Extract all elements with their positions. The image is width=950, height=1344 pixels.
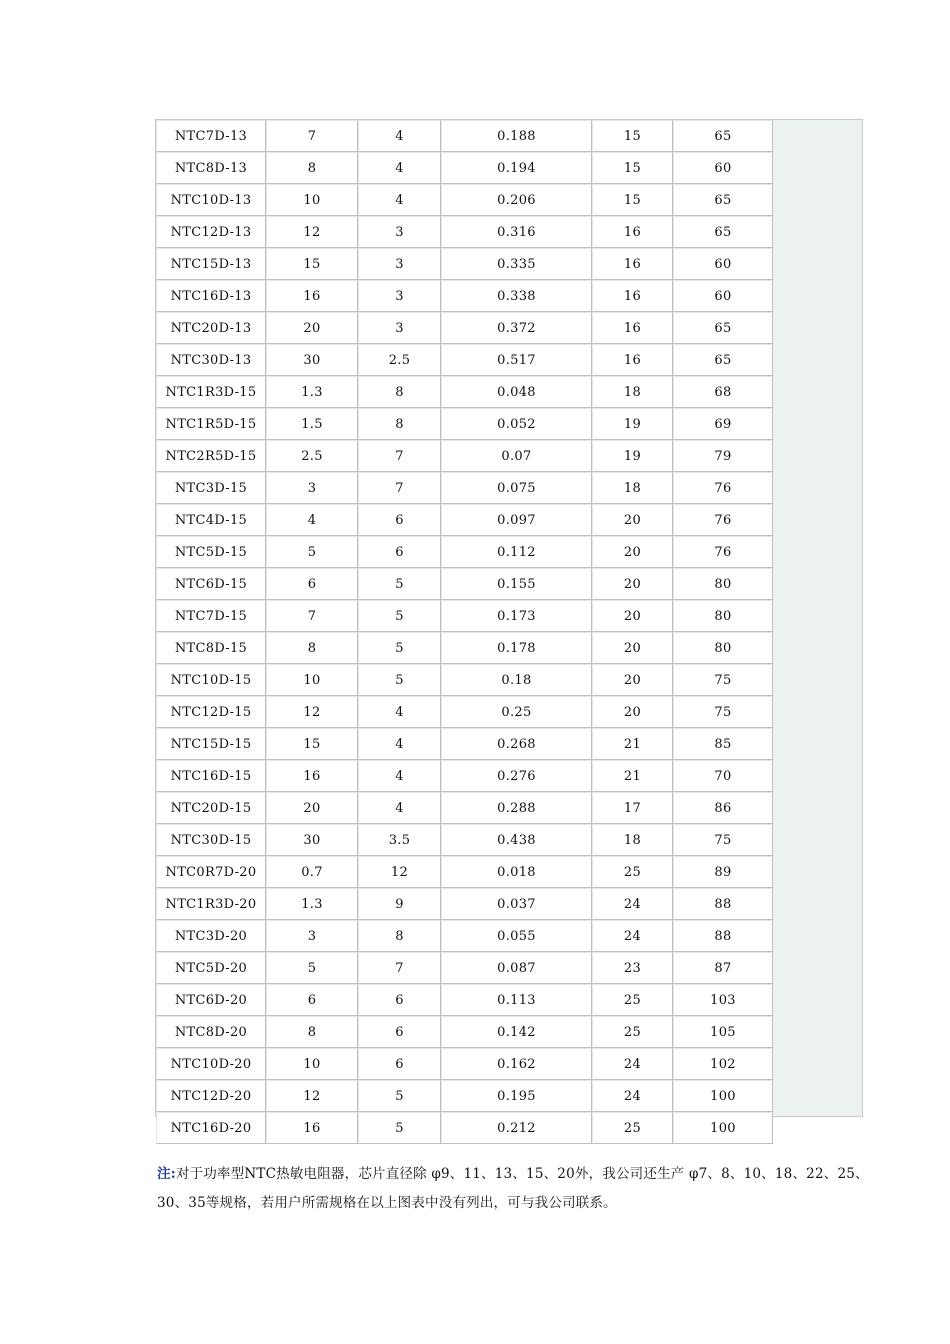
value-cell: 70 bbox=[673, 760, 773, 792]
model-cell: NTC20D-13 bbox=[156, 312, 266, 344]
table-row bbox=[156, 760, 773, 792]
value-cell: 0.097 bbox=[441, 504, 592, 536]
value-cell: 6 bbox=[358, 1048, 441, 1080]
table-row bbox=[156, 408, 773, 440]
value-cell: 0.155 bbox=[441, 568, 592, 600]
value-cell: 8 bbox=[358, 920, 441, 952]
value-cell: 16 bbox=[592, 312, 673, 344]
value-cell: 76 bbox=[673, 504, 773, 536]
value-cell: 20 bbox=[266, 312, 358, 344]
value-cell: 0.113 bbox=[441, 984, 592, 1016]
value-cell: 80 bbox=[673, 632, 773, 664]
value-cell: 20 bbox=[592, 568, 673, 600]
value-cell: 102 bbox=[673, 1048, 773, 1080]
value-cell: 80 bbox=[673, 568, 773, 600]
value-cell: 15 bbox=[592, 152, 673, 184]
model-cell: NTC5D-20 bbox=[156, 952, 266, 984]
value-cell: 0.142 bbox=[441, 1016, 592, 1048]
table-row bbox=[156, 216, 773, 248]
value-cell: 23 bbox=[592, 952, 673, 984]
value-cell: 3.5 bbox=[358, 824, 441, 856]
value-cell: 0.7 bbox=[266, 856, 358, 888]
value-cell: 3 bbox=[358, 280, 441, 312]
model-cell: NTC5D-15 bbox=[156, 536, 266, 568]
table-row bbox=[156, 344, 773, 376]
model-cell: NTC16D-15 bbox=[156, 760, 266, 792]
value-cell: 0.517 bbox=[441, 344, 592, 376]
value-cell: 100 bbox=[673, 1080, 773, 1112]
value-cell: 5 bbox=[358, 1080, 441, 1112]
table-row bbox=[156, 856, 773, 888]
table-row bbox=[156, 120, 773, 152]
model-cell: NTC16D-20 bbox=[156, 1112, 266, 1144]
value-cell: 25 bbox=[592, 1112, 673, 1144]
value-cell: 10 bbox=[266, 664, 358, 696]
value-cell: 5 bbox=[358, 1112, 441, 1144]
value-cell: 0.112 bbox=[441, 536, 592, 568]
model-cell: NTC12D-13 bbox=[156, 216, 266, 248]
value-cell: 88 bbox=[673, 920, 773, 952]
value-cell: 24 bbox=[592, 1048, 673, 1080]
value-cell: 15 bbox=[592, 120, 673, 152]
value-cell: 18 bbox=[592, 824, 673, 856]
value-cell: 20 bbox=[592, 664, 673, 696]
value-cell: 12 bbox=[266, 1080, 358, 1112]
value-cell: 89 bbox=[673, 856, 773, 888]
table-row bbox=[156, 472, 773, 504]
value-cell: 0.288 bbox=[441, 792, 592, 824]
model-cell: NTC10D-15 bbox=[156, 664, 266, 696]
table-row bbox=[156, 1048, 773, 1080]
table-row bbox=[156, 952, 773, 984]
model-cell: NTC30D-13 bbox=[156, 344, 266, 376]
value-cell: 15 bbox=[266, 728, 358, 760]
value-cell: 5 bbox=[358, 568, 441, 600]
model-cell: NTC30D-15 bbox=[156, 824, 266, 856]
model-cell: NTC8D-15 bbox=[156, 632, 266, 664]
table-row bbox=[156, 536, 773, 568]
value-cell: 0.075 bbox=[441, 472, 592, 504]
value-cell: 7 bbox=[358, 472, 441, 504]
value-cell: 1.3 bbox=[266, 888, 358, 920]
value-cell: 60 bbox=[673, 280, 773, 312]
value-cell: 8 bbox=[358, 408, 441, 440]
model-cell: NTC7D-13 bbox=[156, 120, 266, 152]
value-cell: 0.268 bbox=[441, 728, 592, 760]
value-cell: 4 bbox=[358, 760, 441, 792]
value-cell: 0.195 bbox=[441, 1080, 592, 1112]
value-cell: 16 bbox=[266, 760, 358, 792]
table-row bbox=[156, 312, 773, 344]
value-cell: 25 bbox=[592, 856, 673, 888]
value-cell: 4 bbox=[358, 184, 441, 216]
value-cell: 0.162 bbox=[441, 1048, 592, 1080]
table-row bbox=[156, 920, 773, 952]
value-cell: 8 bbox=[266, 632, 358, 664]
value-cell: 0.173 bbox=[441, 600, 592, 632]
table-row bbox=[156, 1080, 773, 1112]
value-cell: 20 bbox=[592, 696, 673, 728]
value-cell: 80 bbox=[673, 600, 773, 632]
value-cell: 6 bbox=[266, 568, 358, 600]
value-cell: 0.048 bbox=[441, 376, 592, 408]
value-cell: 20 bbox=[592, 632, 673, 664]
model-cell: NTC2R5D-15 bbox=[156, 440, 266, 472]
value-cell: 18 bbox=[592, 472, 673, 504]
spec-table-body bbox=[156, 120, 773, 1144]
value-cell: 3 bbox=[266, 920, 358, 952]
value-cell: 10 bbox=[266, 184, 358, 216]
value-cell: 65 bbox=[673, 216, 773, 248]
value-cell: 30 bbox=[266, 824, 358, 856]
value-cell: 19 bbox=[592, 440, 673, 472]
value-cell: 75 bbox=[673, 664, 773, 696]
table-row bbox=[156, 984, 773, 1016]
value-cell: 24 bbox=[592, 920, 673, 952]
table-row bbox=[156, 696, 773, 728]
value-cell: 4 bbox=[358, 696, 441, 728]
value-cell: 15 bbox=[266, 248, 358, 280]
model-cell: NTC12D-15 bbox=[156, 696, 266, 728]
model-cell: NTC12D-20 bbox=[156, 1080, 266, 1112]
value-cell: 10 bbox=[266, 1048, 358, 1080]
model-cell: NTC15D-13 bbox=[156, 248, 266, 280]
value-cell: 25 bbox=[592, 1016, 673, 1048]
model-cell: NTC3D-15 bbox=[156, 472, 266, 504]
value-cell: 8 bbox=[266, 1016, 358, 1048]
value-cell: 16 bbox=[592, 344, 673, 376]
value-cell: 4 bbox=[358, 728, 441, 760]
value-cell: 65 bbox=[673, 184, 773, 216]
value-cell: 60 bbox=[673, 248, 773, 280]
value-cell: 0.276 bbox=[441, 760, 592, 792]
value-cell: 0.206 bbox=[441, 184, 592, 216]
value-cell: 2.5 bbox=[358, 344, 441, 376]
value-cell: 16 bbox=[266, 1112, 358, 1144]
value-cell: 68 bbox=[673, 376, 773, 408]
value-cell: 75 bbox=[673, 696, 773, 728]
model-cell: NTC6D-20 bbox=[156, 984, 266, 1016]
table-row bbox=[156, 152, 773, 184]
value-cell: 0.438 bbox=[441, 824, 592, 856]
model-cell: NTC20D-15 bbox=[156, 792, 266, 824]
table-row bbox=[156, 1112, 773, 1144]
value-cell: 103 bbox=[673, 984, 773, 1016]
value-cell: 5 bbox=[358, 600, 441, 632]
value-cell: 0.178 bbox=[441, 632, 592, 664]
value-cell: 16 bbox=[266, 280, 358, 312]
value-cell: 1.5 bbox=[266, 408, 358, 440]
value-cell: 3 bbox=[358, 216, 441, 248]
value-cell: 0.18 bbox=[441, 664, 592, 696]
value-cell: 12 bbox=[358, 856, 441, 888]
value-cell: 0.052 bbox=[441, 408, 592, 440]
value-cell: 16 bbox=[592, 280, 673, 312]
value-cell: 0.018 bbox=[441, 856, 592, 888]
value-cell: 24 bbox=[592, 888, 673, 920]
value-cell: 5 bbox=[358, 664, 441, 696]
value-cell: 69 bbox=[673, 408, 773, 440]
table-row bbox=[156, 632, 773, 664]
value-cell: 20 bbox=[266, 792, 358, 824]
value-cell: 30 bbox=[266, 344, 358, 376]
value-cell: 8 bbox=[266, 152, 358, 184]
model-cell: NTC10D-13 bbox=[156, 184, 266, 216]
model-cell: NTC3D-20 bbox=[156, 920, 266, 952]
model-cell: NTC1R3D-15 bbox=[156, 376, 266, 408]
table-row bbox=[156, 280, 773, 312]
ntc-spec-table bbox=[156, 120, 773, 1144]
value-cell: 76 bbox=[673, 472, 773, 504]
model-cell: NTC15D-15 bbox=[156, 728, 266, 760]
value-cell: 65 bbox=[673, 120, 773, 152]
value-cell: 6 bbox=[358, 984, 441, 1016]
value-cell: 6 bbox=[266, 984, 358, 1016]
value-cell: 5 bbox=[266, 536, 358, 568]
value-cell: 3 bbox=[358, 312, 441, 344]
spec-table-container bbox=[155, 119, 863, 1136]
value-cell: 21 bbox=[592, 760, 673, 792]
value-cell: 65 bbox=[673, 344, 773, 376]
value-cell: 0.25 bbox=[441, 696, 592, 728]
value-cell: 6 bbox=[358, 536, 441, 568]
value-cell: 16 bbox=[592, 248, 673, 280]
model-cell: NTC1R5D-15 bbox=[156, 408, 266, 440]
model-cell: NTC7D-15 bbox=[156, 600, 266, 632]
value-cell: 19 bbox=[592, 408, 673, 440]
value-cell: 75 bbox=[673, 824, 773, 856]
footnote-text: 对于功率型NTC热敏电阻器，芯片直径除 φ9、11、13、15、20外，我公司还生产 φ7、8、10、18、22、25、30、35等规格，若用户所需规格在以上图表中没有列出，可与我公司联系。 bbox=[157, 1166, 869, 1211]
value-cell: 105 bbox=[673, 1016, 773, 1048]
model-cell: NTC10D-20 bbox=[156, 1048, 266, 1080]
value-cell: 24 bbox=[592, 1080, 673, 1112]
value-cell: 3 bbox=[358, 248, 441, 280]
value-cell: 0.212 bbox=[441, 1112, 592, 1144]
table-row bbox=[156, 248, 773, 280]
value-cell: 4 bbox=[358, 152, 441, 184]
value-cell: 4 bbox=[266, 504, 358, 536]
table-row bbox=[156, 888, 773, 920]
value-cell: 4 bbox=[358, 792, 441, 824]
table-row bbox=[156, 728, 773, 760]
table-row bbox=[156, 376, 773, 408]
value-cell: 0.372 bbox=[441, 312, 592, 344]
model-cell: NTC16D-13 bbox=[156, 280, 266, 312]
table-row bbox=[156, 824, 773, 856]
value-cell: 7 bbox=[266, 120, 358, 152]
value-cell: 76 bbox=[673, 536, 773, 568]
value-cell: 88 bbox=[673, 888, 773, 920]
value-cell: 0.335 bbox=[441, 248, 592, 280]
value-cell: 7 bbox=[266, 600, 358, 632]
value-cell: 17 bbox=[592, 792, 673, 824]
value-cell: 0.07 bbox=[441, 440, 592, 472]
value-cell: 12 bbox=[266, 216, 358, 248]
value-cell: 6 bbox=[358, 504, 441, 536]
value-cell: 87 bbox=[673, 952, 773, 984]
table-row bbox=[156, 440, 773, 472]
value-cell: 79 bbox=[673, 440, 773, 472]
value-cell: 5 bbox=[358, 632, 441, 664]
table-row bbox=[156, 568, 773, 600]
value-cell: 21 bbox=[592, 728, 673, 760]
table-row bbox=[156, 600, 773, 632]
value-cell: 0.338 bbox=[441, 280, 592, 312]
value-cell: 60 bbox=[673, 152, 773, 184]
table-row bbox=[156, 504, 773, 536]
value-cell: 0.316 bbox=[441, 216, 592, 248]
model-cell: NTC8D-13 bbox=[156, 152, 266, 184]
value-cell: 7 bbox=[358, 952, 441, 984]
value-cell: 20 bbox=[592, 600, 673, 632]
value-cell: 0.037 bbox=[441, 888, 592, 920]
value-cell: 1.3 bbox=[266, 376, 358, 408]
model-cell: NTC4D-15 bbox=[156, 504, 266, 536]
value-cell: 85 bbox=[673, 728, 773, 760]
table-row bbox=[156, 1016, 773, 1048]
model-cell: NTC0R7D-20 bbox=[156, 856, 266, 888]
value-cell: 20 bbox=[592, 536, 673, 568]
table-row bbox=[156, 664, 773, 696]
value-cell: 20 bbox=[592, 504, 673, 536]
value-cell: 2.5 bbox=[266, 440, 358, 472]
footnote-label: 注: bbox=[157, 1166, 176, 1182]
value-cell: 100 bbox=[673, 1112, 773, 1144]
value-cell: 12 bbox=[266, 696, 358, 728]
value-cell: 16 bbox=[592, 216, 673, 248]
value-cell: 25 bbox=[592, 984, 673, 1016]
value-cell: 18 bbox=[592, 376, 673, 408]
value-cell: 0.087 bbox=[441, 952, 592, 984]
table-row bbox=[156, 792, 773, 824]
value-cell: 15 bbox=[592, 184, 673, 216]
value-cell: 7 bbox=[358, 440, 441, 472]
table-row bbox=[156, 184, 773, 216]
value-cell: 0.055 bbox=[441, 920, 592, 952]
value-cell: 3 bbox=[266, 472, 358, 504]
value-cell: 4 bbox=[358, 120, 441, 152]
value-cell: 9 bbox=[358, 888, 441, 920]
value-cell: 86 bbox=[673, 792, 773, 824]
value-cell: 65 bbox=[673, 312, 773, 344]
footnote bbox=[157, 1160, 869, 1218]
value-cell: 0.188 bbox=[441, 120, 592, 152]
model-cell: NTC6D-15 bbox=[156, 568, 266, 600]
value-cell: 6 bbox=[358, 1016, 441, 1048]
model-cell: NTC1R3D-20 bbox=[156, 888, 266, 920]
value-cell: 0.194 bbox=[441, 152, 592, 184]
value-cell: 5 bbox=[266, 952, 358, 984]
model-cell: NTC8D-20 bbox=[156, 1016, 266, 1048]
value-cell: 8 bbox=[358, 376, 441, 408]
